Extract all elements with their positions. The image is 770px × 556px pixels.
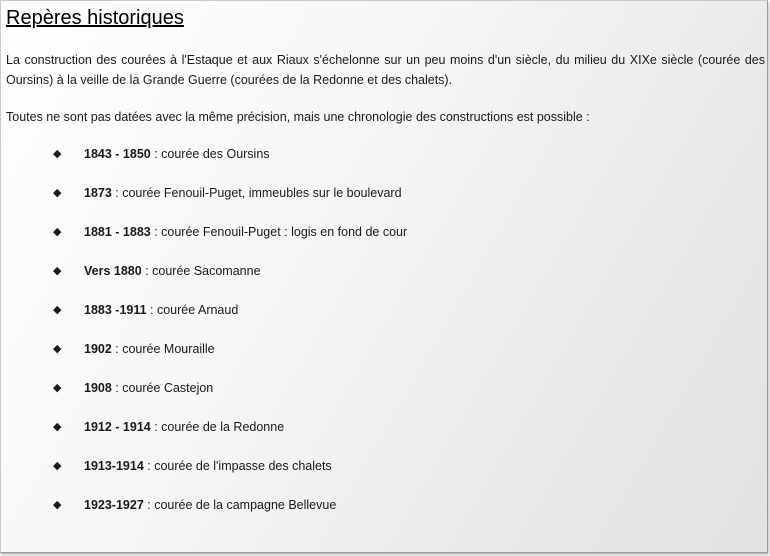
chronology-intro: Toutes ne sont pas datées avec la même précision, mais une chronologie des constructions est possible :: [6, 110, 590, 124]
diamond-bullet-icon: ◆: [53, 265, 62, 277]
diamond-bullet-icon: ◆: [53, 226, 62, 238]
timeline-date: 1913-1914: [84, 459, 144, 473]
timeline-description: : courée Arnaud: [146, 303, 239, 317]
timeline-date: 1902: [84, 342, 112, 356]
timeline-description: : courée de l'impasse des chalets: [143, 459, 332, 473]
timeline-date: 1883 -1911: [84, 303, 147, 317]
diamond-bullet-icon: ◆: [53, 187, 62, 199]
timeline-date: 1908: [84, 381, 112, 395]
timeline-description: : courée Mouraille: [111, 342, 215, 356]
diamond-bullet-icon: ◆: [53, 382, 62, 394]
timeline-date: 1912 - 1914: [84, 420, 151, 434]
timeline-date: 1843 - 1850: [84, 147, 151, 161]
timeline-date: 1881 - 1883: [84, 225, 151, 239]
diamond-bullet-icon: ◆: [53, 460, 62, 472]
diamond-bullet-icon: ◆: [53, 148, 62, 160]
diamond-bullet-icon: ◆: [53, 304, 62, 316]
intro-paragraph: La construction des courées à l'Estaque et aux Riaux s'échelonne sur un peu moins d'un siècle, du milieu du XIXe siècle (courée des Oursins) à la veille de la Grande Guerre (courées de la Redonne et des chalets).: [6, 53, 765, 87]
timeline-description: : courée de la Redonne: [150, 420, 285, 434]
diamond-bullet-icon: ◆: [53, 343, 62, 355]
timeline-description: : courée Fenouil-Puget : logis en fond de cour: [150, 225, 408, 239]
timeline-date: Vers 1880: [84, 264, 142, 278]
diamond-bullet-icon: ◆: [53, 499, 62, 511]
diamond-bullet-icon: ◆: [53, 421, 62, 433]
timeline-description: : courée Castejon: [111, 381, 214, 395]
timeline-description: : courée Fenouil-Puget, immeubles sur le boulevard: [111, 186, 402, 200]
page-title: Repères historiques: [6, 7, 184, 29]
timeline-description: : courée Sacomanne: [141, 264, 261, 278]
timeline-date: 1923-1927: [84, 498, 144, 512]
timeline-date: 1873: [84, 186, 112, 200]
timeline-description: : courée des Oursins: [150, 147, 270, 161]
timeline-description: : courée de la campagne Bellevue: [143, 498, 337, 512]
